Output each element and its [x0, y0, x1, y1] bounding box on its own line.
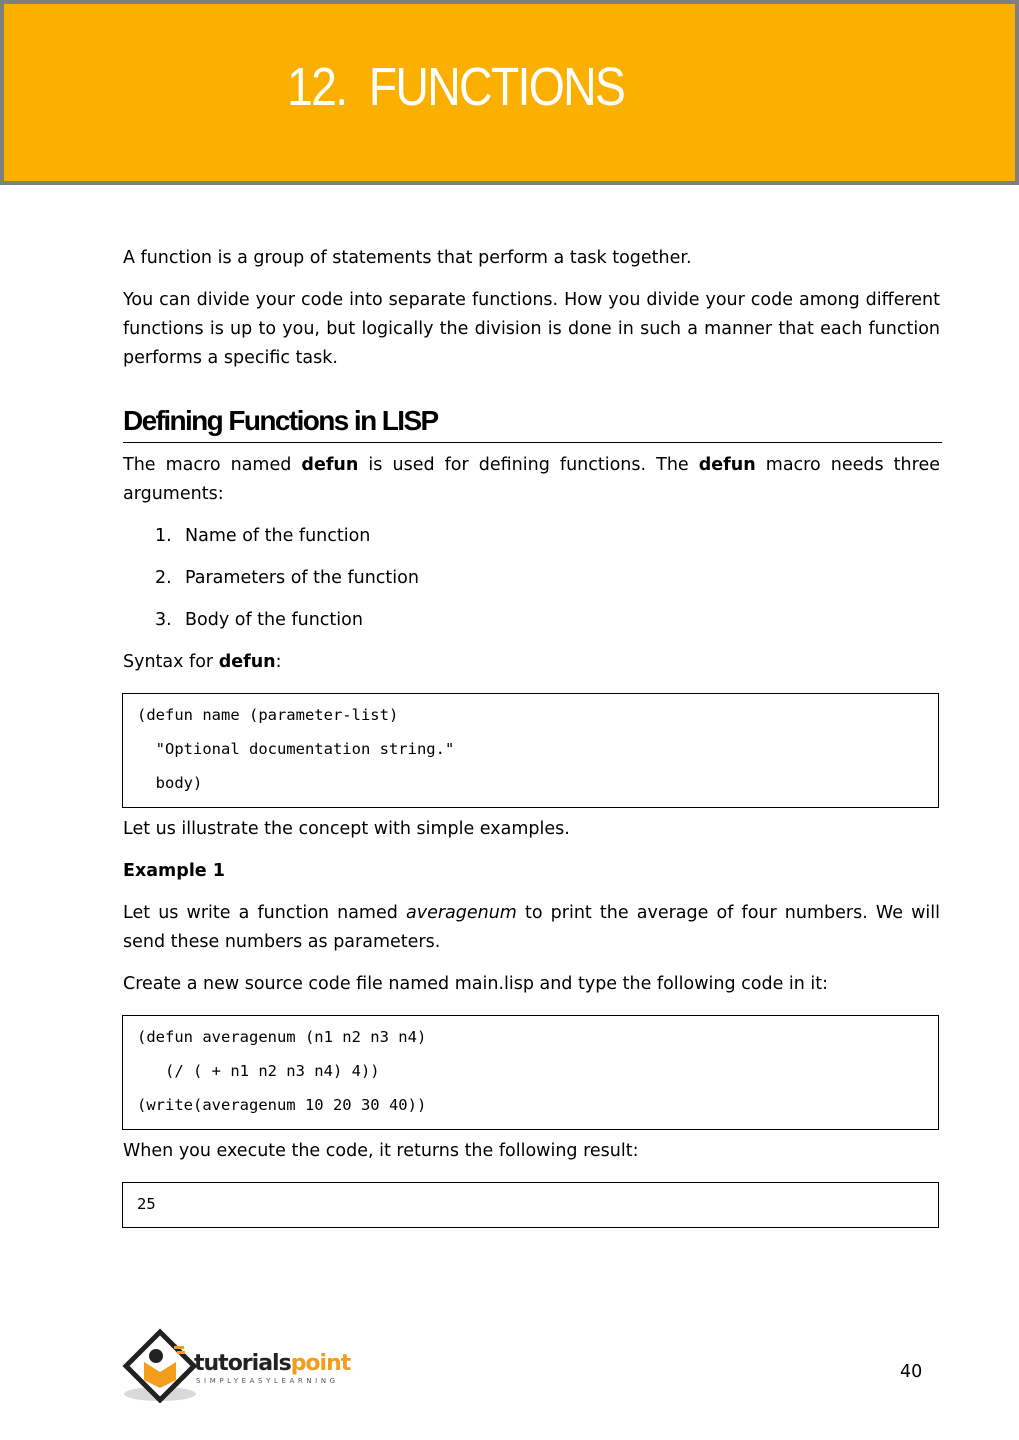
intro-paragraph-2: You can divide your code into separate functions. How you divide your code among different functions is up to you, but logically the division is done in such a manner that each function performs a specific task.: [123, 290, 940, 368]
list-text: Parameters of the function: [185, 568, 419, 588]
list-number: 1.: [155, 526, 172, 546]
code-line: (defun averagenum (n1 n2 n3 n4): [137, 1028, 427, 1046]
svg-text:SIMPLYEASYLEARNING: SIMPLYEASYLEARNING: [196, 1377, 339, 1385]
keyword-defun: defun: [218, 652, 276, 672]
result-code-block: [122, 1182, 939, 1228]
list-text: Body of the function: [185, 610, 363, 630]
code-line: (/ ( + n1 n2 n3 n4) 4)): [137, 1062, 380, 1080]
page-number: 40: [900, 1362, 923, 1382]
list-text: Name of the function: [185, 526, 371, 546]
create-file-instruction: Create a new source code file named main.lisp and type the following code in it:: [123, 974, 829, 994]
section-heading: Defining Functions in LISP: [123, 402, 942, 443]
defun-description: [123, 451, 940, 509]
example-description: [123, 899, 940, 957]
list-item: [123, 564, 419, 606]
keyword-defun: defun: [301, 455, 359, 475]
text: :: [275, 652, 282, 672]
list-number: 2.: [155, 568, 172, 588]
logo-icon: [122, 1328, 372, 1403]
code-line: (defun name (parameter-list): [137, 706, 399, 724]
text: Syntax for: [123, 652, 219, 672]
keyword-defun: defun: [698, 455, 756, 475]
list-number: 3.: [155, 610, 172, 630]
arguments-list: [123, 522, 419, 648]
syntax-label: [123, 648, 282, 677]
list-item: [123, 606, 419, 648]
text: The macro named: [123, 455, 302, 475]
code-line: "Optional documentation string.": [137, 740, 455, 758]
result-label: When you execute the code, it returns the following result:: [123, 1141, 639, 1161]
chapter-title: 12. FUNCTIONS: [287, 57, 625, 117]
text: is used for defining functions. The: [358, 455, 699, 475]
chapter-banner: [0, 0, 1019, 185]
text: Let us write a function named: [123, 903, 406, 923]
tutorialspoint-logo: [122, 1328, 372, 1403]
logo-text: tutorialspoint: [194, 1351, 351, 1376]
function-name: averagenum: [405, 903, 517, 923]
example-code-block: [122, 1015, 939, 1130]
example-heading: Example 1: [123, 861, 225, 881]
text: macro needs three arguments:: [123, 455, 940, 504]
result-value: 25: [137, 1195, 156, 1213]
intro-paragraph-1: A function is a group of statements that perform a task together.: [123, 248, 692, 268]
code-line: (write(averagenum 10 20 30 40)): [137, 1096, 427, 1114]
text: to print the average of four numbers. We will send these numbers as parameters.: [123, 903, 940, 952]
syntax-code-block: [122, 693, 939, 808]
code-line: body): [137, 774, 203, 792]
list-item: [123, 522, 419, 564]
illustrate-paragraph: Let us illustrate the concept with simple examples.: [123, 819, 570, 839]
